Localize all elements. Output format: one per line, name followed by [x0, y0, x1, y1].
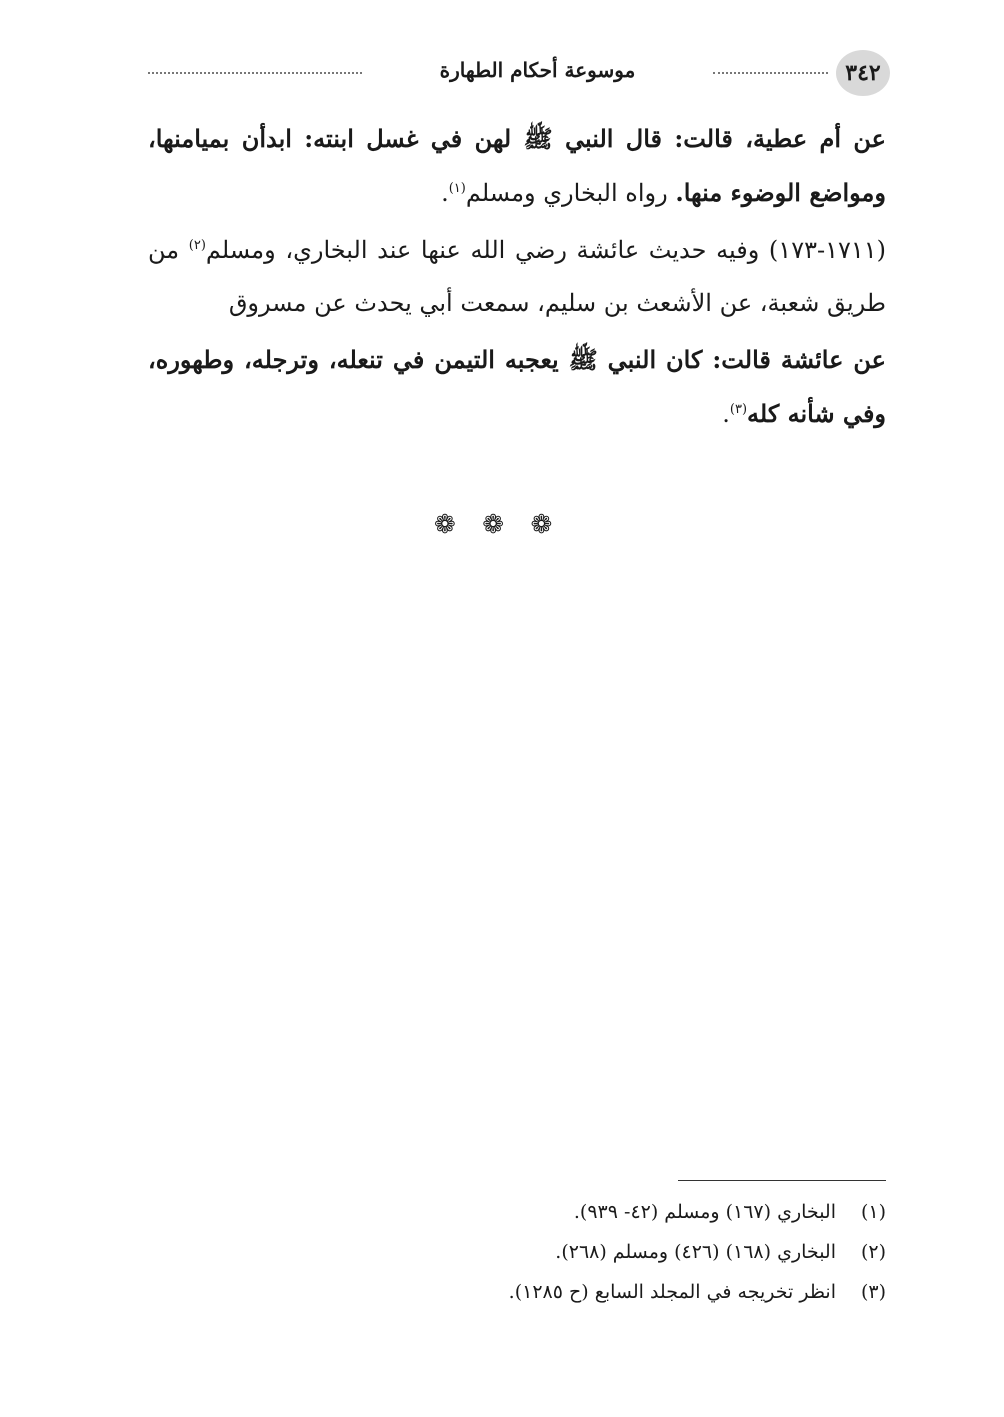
footnote-number: (٢) — [860, 1241, 886, 1263]
footnote-number: (١) — [860, 1201, 886, 1223]
header-dotted-rule-right — [713, 72, 828, 74]
footnote-3 — [148, 1272, 886, 1312]
footnote-ref-1[interactable]: (١) — [448, 181, 466, 196]
source-text: رواه البخاري ومسلم — [465, 179, 676, 207]
header-dotted-rule-left — [148, 72, 362, 74]
paragraph-hadith-aisha — [148, 333, 886, 441]
page-header — [148, 50, 890, 96]
footnote-2 — [148, 1232, 886, 1272]
period: . — [441, 179, 449, 207]
paragraph-hadith-umm-atiyya — [148, 112, 886, 220]
flower-ornament-icon: ❁ — [530, 510, 565, 540]
footnote-ref-2[interactable]: (٢) — [188, 238, 206, 253]
paragraph-chain-of-narration — [148, 224, 886, 330]
page-number: ٣٤٢ — [845, 60, 881, 86]
footnote-text: البخاري (١٦٨) (٤٢٦) ومسلم (٢٦٨). — [555, 1241, 836, 1263]
footnote-separator — [678, 1180, 886, 1181]
footnote-text: البخاري (١٦٧) ومسلم (٤٢- ٩٣٩). — [573, 1201, 836, 1223]
section-divider-ornaments — [0, 510, 1004, 540]
narration-text-1: (١٧١١-١٧٣) وفيه حديث عائشة رضي الله عنها عند البخاري، ومسلم — [205, 236, 887, 264]
hadith-text: عن عائشة قالت: كان النبي ﷺ يعجبه التيمن في تنعله، وترجله، وطهوره، وفي شأنه كله — [148, 345, 886, 428]
narration-text-2: من طريق شعبة، عن الأشعث بن سليم، سمعت أبي يحدث عن مسروق — [148, 236, 886, 317]
flower-ornament-icon: ❁ — [482, 510, 516, 540]
period: . — [722, 400, 730, 428]
footnotes — [148, 1192, 886, 1312]
footnote-1 — [148, 1192, 886, 1232]
page-number-badge — [836, 50, 890, 96]
footnote-ref-3[interactable]: (٣) — [729, 402, 748, 417]
footnote-number: (٣) — [860, 1281, 886, 1303]
book-title: موسوعة أحكام الطهارة — [439, 58, 636, 82]
footnote-text: انظر تخريجه في المجلد السابع (ح ١٢٨٥). — [508, 1281, 836, 1303]
flower-ornament-icon: ❁ — [433, 510, 468, 540]
hadith-text: عن أم عطية، قالت: قال النبي ﷺ لهن في غسل ابنته: ابدأن بميامنها، ومواضع الوضوء منها. — [148, 124, 886, 207]
